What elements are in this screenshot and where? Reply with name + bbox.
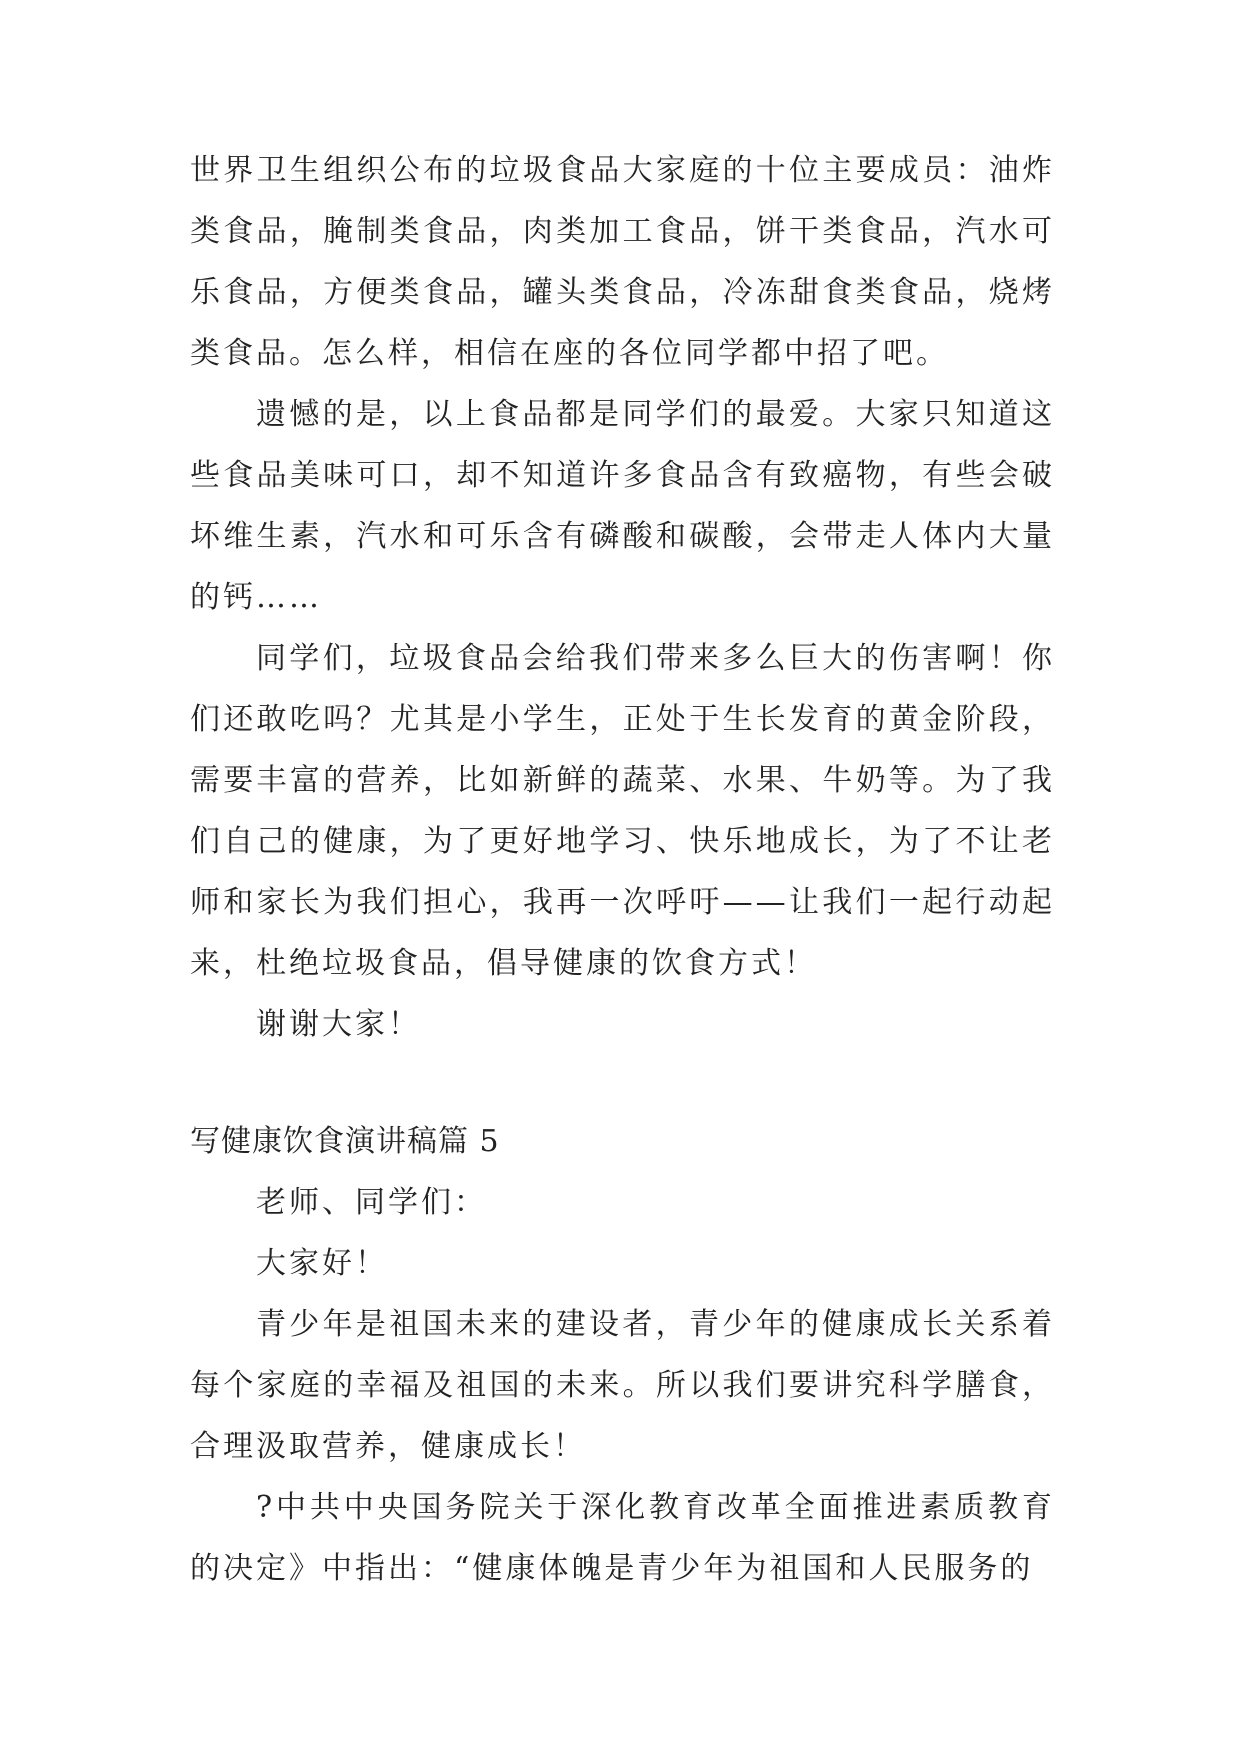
paragraph: 遗憾的是，以上食品都是同学们的最爱。大家只知道这些食品美味可口，却不知道许多食品含有致癌物，有些会破坏维生素，汽水和可乐含有磷酸和碳酸，会带走人体内大量的钙……	[190, 397, 1055, 615]
paragraph: ?中共中央国务院关于深化教育改革全面推进素质教育的决定》中指出：“健康体魄是青少年为祖国和人民服务的	[190, 1490, 1055, 1586]
greeting: 大家好！	[256, 1246, 388, 1281]
paragraph: 青少年是祖国未来的建设者，青少年的健康成长关系着每个家庭的幸福及祖国的未来。所以我们要讲究科学膳食，合理汲取营养，健康成长！	[190, 1307, 1055, 1464]
paragraph: 世界卫生组织公布的垃圾食品大家庭的十位主要成员：油炸类食品，腌制类食品，肉类加工食品，饼干类食品，汽水可乐食品，方便类食品，罐头类食品，冷冻甜食类食品，烧烤类食品。怎么样，相信在座的各位同学都中招了吧。	[190, 153, 1055, 371]
salutation: 老师、同学们：	[256, 1185, 487, 1220]
paragraph: 同学们，垃圾食品会给我们带来多么巨大的伤害啊！你们还敢吃吗？尤其是小学生，正处于生长发育的黄金阶段，需要丰富的营养，比如新鲜的蔬菜、水果、牛奶等。为了我们自己的健康，为了更好地学习、快乐地成长，为了不让老师和家长为我们担心，我再一次呼吁——让我们一起行动起来，杜绝垃圾食品，倡导健康的饮食方式！	[190, 641, 1055, 981]
document-page	[190, 140, 1055, 1599]
section-title: 写健康饮食演讲稿篇 5	[190, 1124, 500, 1159]
paragraph: 谢谢大家！	[256, 1007, 421, 1042]
